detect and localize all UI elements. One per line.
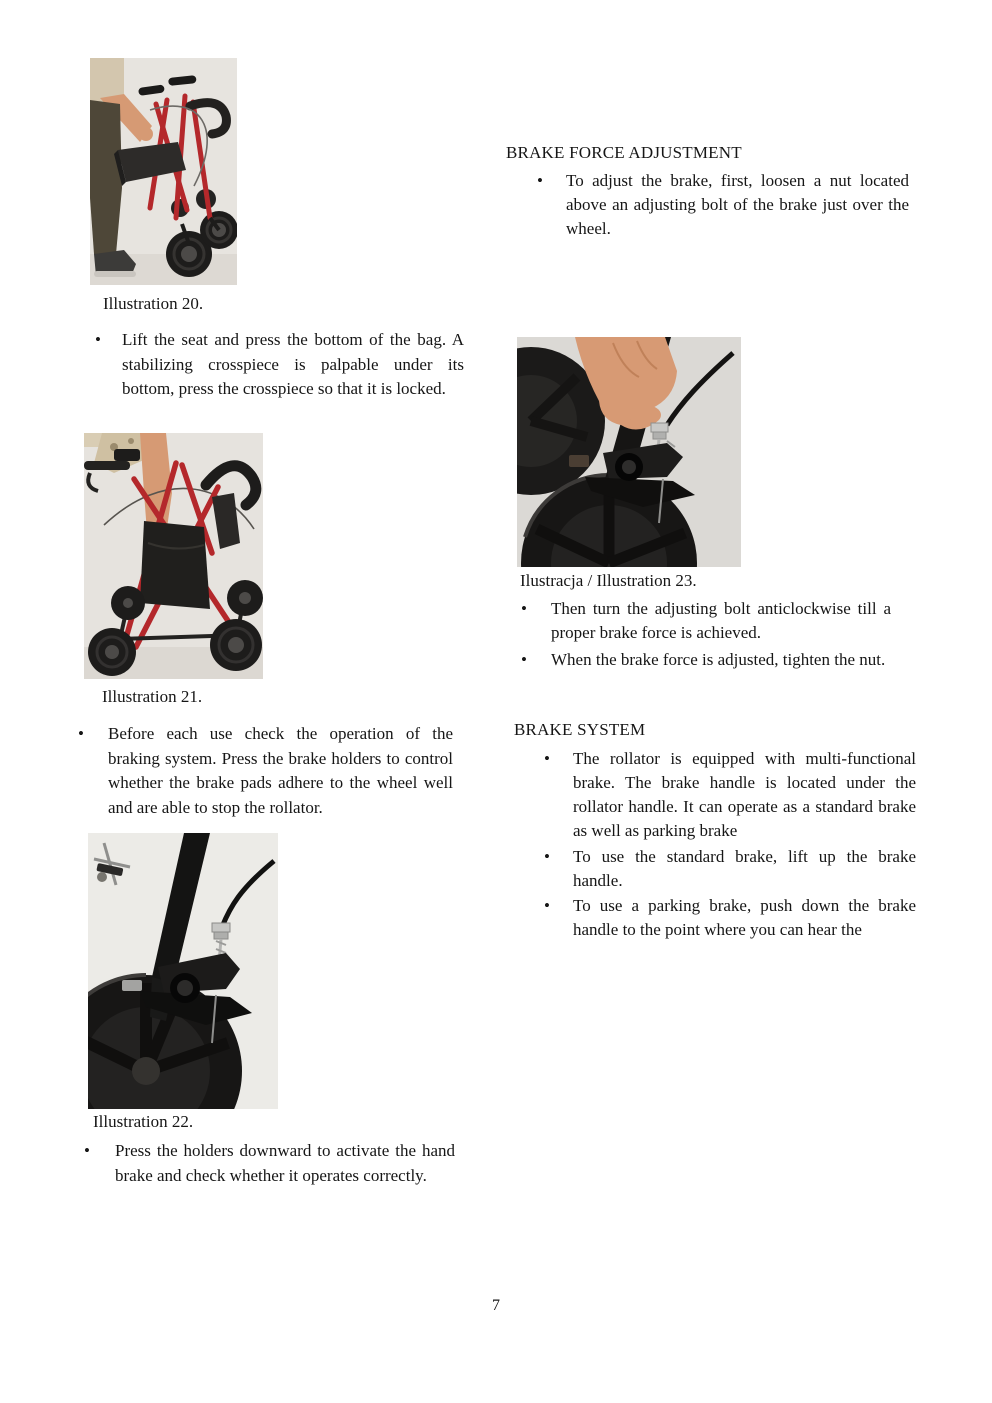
brake-closeup-image	[88, 833, 278, 1109]
rollator-unfolded-image	[84, 433, 263, 679]
brake-system-heading: BRAKE SYSTEM	[514, 720, 646, 739]
rollator-folded-image	[90, 58, 237, 285]
page-number: 7	[492, 1297, 500, 1314]
list-item	[544, 747, 916, 843]
list-item	[537, 169, 909, 241]
list-item	[521, 648, 891, 672]
bullet-text: The rollator is equipped with multi-functional brake. The brake handle is located under the rollator handle. It can operate as a standard brake as well as parking brake	[573, 749, 916, 840]
bullet-marker: •	[95, 330, 101, 349]
list-item	[521, 597, 891, 645]
list-item	[95, 328, 464, 402]
bullet-text: Then turn the adjusting bolt anticlockwise till a proper brake force is achieved.	[551, 599, 891, 642]
illustration-23-photo	[517, 337, 741, 567]
list-item	[84, 1139, 455, 1188]
bullet-marker: •	[544, 749, 550, 768]
bullet-text: Press the holders downward to activate the hand brake and check whether it operates correctly.	[115, 1141, 455, 1185]
bullet-text: Before each use check the operation of the braking system. Press the brake holders to control whether the brake pads adhere to the wheel well and are able to stop the rollator.	[108, 724, 453, 817]
illustration-20-photo	[90, 58, 237, 285]
list-item	[544, 845, 916, 893]
bullet-marker: •	[521, 650, 527, 669]
illustration-23-caption: Ilustracja / Illustration 23.	[520, 571, 697, 590]
handle	[84, 461, 130, 470]
list-item	[78, 722, 453, 820]
brake-adjustment-image	[517, 337, 741, 567]
bullet-text: To use a parking brake, push down the brake handle to the point where you can hear the	[573, 896, 916, 939]
bullet-text: When the brake force is adjusted, tighten the nut.	[551, 650, 886, 669]
bullet-marker: •	[78, 724, 84, 743]
bullet-text: Lift the seat and press the bottom of the bag. A stabilizing crosspiece is palpable under its bottom, press the crosspiece so that it is locked.	[122, 330, 464, 398]
bullet-marker: •	[544, 896, 550, 915]
illustration-20-caption: Illustration 20.	[103, 294, 204, 313]
storage-bag	[140, 521, 210, 609]
bullet-marker: •	[537, 171, 543, 190]
bullet-marker: •	[84, 1141, 90, 1160]
illustration-22-photo	[88, 833, 278, 1109]
bullet-marker: •	[521, 599, 527, 618]
illustration-22-caption: Illustration 22.	[93, 1112, 194, 1131]
illustration-21-photo	[84, 433, 263, 679]
bullet-text: To adjust the brake, first, loosen a nut located above an adjusting bolt of the brake just over the wheel.	[566, 171, 909, 238]
bullet-text: To use the standard brake, lift up the brake handle.	[573, 847, 916, 890]
illustration-21-caption: Illustration 21.	[102, 687, 203, 706]
list-item	[544, 894, 916, 942]
bullet-marker: •	[544, 847, 550, 866]
brake-force-adjustment-heading: BRAKE FORCE ADJUSTMENT	[506, 143, 742, 162]
